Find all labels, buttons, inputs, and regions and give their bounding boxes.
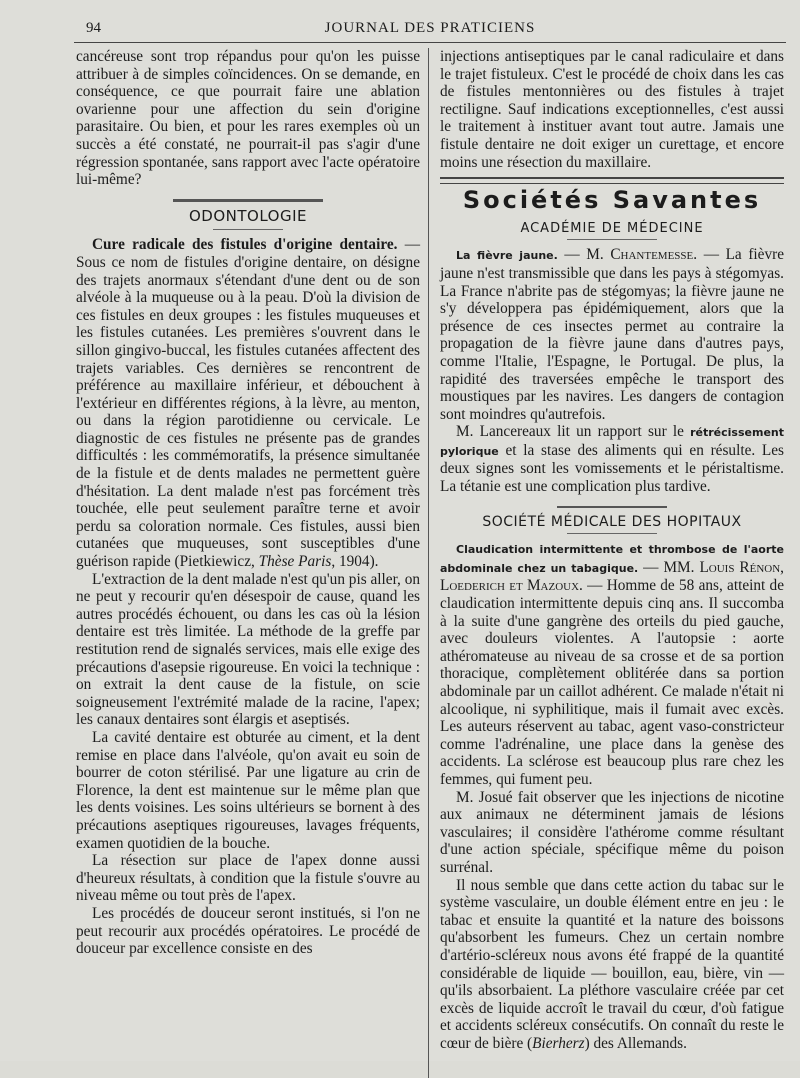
society-item-3-end: ) des Allemands. — [584, 1034, 687, 1052]
academy-item-2-text: et la stase des aliments qui en résulte. Les deux signes sont les vomissements et le péristaltisme. La tétanie est une complication plus tardive. — [440, 441, 784, 496]
banner-rule-top-thin — [440, 183, 784, 184]
academy-heading: ACADÉMIE DE MÉDECINE — [520, 220, 704, 236]
societies-banner: Sociétés Savantes — [462, 186, 762, 215]
banner-rule-top — [440, 177, 784, 179]
right-column — [440, 48, 784, 1052]
academy-item-1-text: — La fièvre jaune n'est transmissible que dans les pays à stégomyas. La France n'abrite pas de stégomyas; la fièvre jaune ne s'y développera pas épidémiquement, alors que la présence de ces insectes permet au contraire la propagation de la fièvre jaune dans d'autres pays, comme l'Italie, l'Espagne, le Portugal. De plus, la rapidité des traversées empêche le transport des moustiques par les navires. Les dangers de contagion sont moindres qu'autrefois. — [440, 246, 784, 423]
academy-item-2 — [440, 423, 784, 495]
section-rule-thin — [213, 229, 283, 230]
society-item-1-authors: — MM. Louis Rénon, Loederich et Mazoux. — [440, 558, 785, 595]
society-item-1 — [440, 540, 784, 788]
society-item-3-italic: Bierherz — [532, 1034, 585, 1052]
academy-item-2-bold: rétrécissement pylorique — [440, 426, 784, 458]
article-paragraph-3: La cavité dentaire est obturée au ciment, et la dent remise en place dans l'alvéole, qu'on avait eu soin de bourrer de coton stérilisé. Par une ligature au crin de Florence, la dent est maintenue sur le même plan que les dents voisines. Les soins ultérieurs se bornent à des précautions aseptiques rigoureuses, lavages fréquents, examen quotidien de la bouche. — [76, 728, 420, 852]
left-intro-paragraph: cancéreuse sont trop répandus pour qu'on les puisse attribuer à de simples coïncidences. On se demande, en conséquence, ce que pourrait faire une ablation ovarienne pour une affection du sein d'origine parasitaire. Ou bien, et pour les rares exemples où un succès a été constaté, ne pourrait-il pas s'agir d'une régression spontanée, sans rapport avec l'acte opératoire lui-même? — [76, 48, 420, 189]
section-title: ODONTOLOGIE — [188, 206, 307, 225]
society-rule-thin — [567, 533, 657, 534]
society-item-1-lead: Claudication intermittente et thrombose de l'aorte abdominale chez un tabagique. — [440, 543, 784, 575]
academy-item-2-start: M. Lancereaux lit un rapport sur le — [456, 423, 691, 441]
society-item-3 — [440, 877, 784, 1053]
society-rule — [557, 506, 667, 508]
right-intro-paragraph: injections antiseptiques par le canal radiculaire et dans le trajet fistuleux. C'est le procédé de choix dans les cas de fistules mentonnières ou des fistules à trajet rectiligne. Sauf indications exceptionnelles, c'est aussi le traitement à instituer avant tout autre. Jamais une fistule dentaire ne doit exiger un curettage, et encore moins une résection du maxillaire. — [440, 48, 784, 171]
article-paragraph-1 — [76, 236, 420, 570]
article-lead: Cure radicale des fistules d'origine dentaire. — [92, 236, 398, 254]
citation-end: , 1904). — [331, 553, 379, 571]
academy-item-1-author: — M. Chantemesse. — [557, 246, 698, 264]
society-item-1-text: — Homme de 58 ans, atteint de claudication intermittente depuis cinq ans. Il succomba à la suite d'une gangrène des orteils du pied gauche, avec douleurs violentes. A l'autopsie : aorte athéromateuse au niveau de sa crosse et de sa portion thoracique, complètement oblitérée dans sa portion abdominale par un caillot adhérent. Ce malade n'était ni alcoolique, ni syphilitique, mais il fumait avec excès. Les auteurs réservent au tabac, agent vaso-constricteur comme l'adrénaline, une place dans la genèse des accidents. La sclérose est beaucoup plus rare chez les femmes, qui fument peu. — [440, 577, 784, 788]
article-paragraph-4: La résection sur place de l'apex donne aussi d'heureux résultats, à condition que la fistule s'ouvre au niveau même ou tout près de l'apex. — [76, 852, 420, 905]
section-rule — [173, 199, 323, 202]
page-number: 94 — [86, 20, 101, 36]
academy-rule — [567, 239, 657, 240]
column-divider — [428, 48, 429, 1078]
society-item-2: M. Josué fait observer que les injections de nicotine aux animaux ne déterminent jamais de lésions vasculaires; il considère l'athérome comme résultant d'une action spéciale, spécifique même du poison surrénal. — [440, 788, 784, 876]
citation-title: Thèse Paris — [258, 553, 332, 571]
left-column — [76, 48, 420, 958]
article-text-1: — Sous ce nom de fistules d'origine dentaire, on désigne des trajets anormaux s'étendant d'une dent ou de son alvéole à la muqueuse ou à la peau. D'où la division de ces fistules en deux groupes : les fistules muqueuses et les fistules cutanées. Les premières s'ouvrent dans le sillon gingivo-buccal, les fistules cutanées affectent des trajets variables. Ces dernières se rencontrent de préférence au maxillaire inférieur, et débouchent à l'extérieur en différentes régions, à la lèvre, au menton, ou dans la région parotidienne ou cervicale. Le diagnostic de ces fistules ne présente pas de grandes difficultés : les commémoratifs, la présence simultanée de la fistule et de dents malades ne permettent guère d'hésitation. La dent malade n'est pas forcément très touchée, elle peut seulement paraître terne et avoir perdu sa coloration normale. Ces fistules, aussi bien cutanées que muqueuses, sont susceptibles d'une guérison rapide (Pietkiewicz, — [76, 236, 420, 571]
article-paragraph-5: Les procédés de douceur seront institués, si l'on ne peut recourir aux procédés opératoires. Le procédé de douceur par excellence consiste en des — [76, 904, 420, 958]
article-paragraph-2: L'extraction de la dent malade n'est qu'un pis aller, on ne peut y recourir qu'en désespoir de cause, quand les autres procédés échouent, ou dans les cas où la lésion dentaire est très limitée. La méthode de la greffe par restitution rend de signalés services, mais elle exige des précautions d'asepsie rigoureuse. En voici la technique : on extrait la dent cause de la fistule, on scie soigneusement l'extrémité malade de la racine, l'apex; les canaux dentaires sont élargis et aseptisés. — [76, 570, 420, 729]
society-heading: SOCIÉTÉ MÉDICALE DES HOPITAUX — [482, 513, 742, 530]
academy-item-1-lead: La fièvre jaune. — [456, 249, 558, 263]
society-item-3-text: Il nous semble que dans cette action du tabac sur le système vasculaire, un double élément entre en jeu : le tabac et ensuite la quantité et la nature des boissons qu'absorbent les fumeurs. Chez un certain nombre d'artério-scléreux nous avons été frappé de la quantité considérable de liquide — bouillon, eau, bière, vin — qu'ils absorbaient. La pléthore vasculaire créée par cet excès de liquide accroît le travail du cœur, d'où fatigue et accidents scléreux consécutifs. On connaît du reste le cœur de bière ( — [440, 876, 784, 1052]
academy-item-1 — [440, 246, 784, 423]
running-title: JOURNAL DES PRATICIENS — [324, 20, 536, 36]
page-header — [74, 18, 786, 43]
